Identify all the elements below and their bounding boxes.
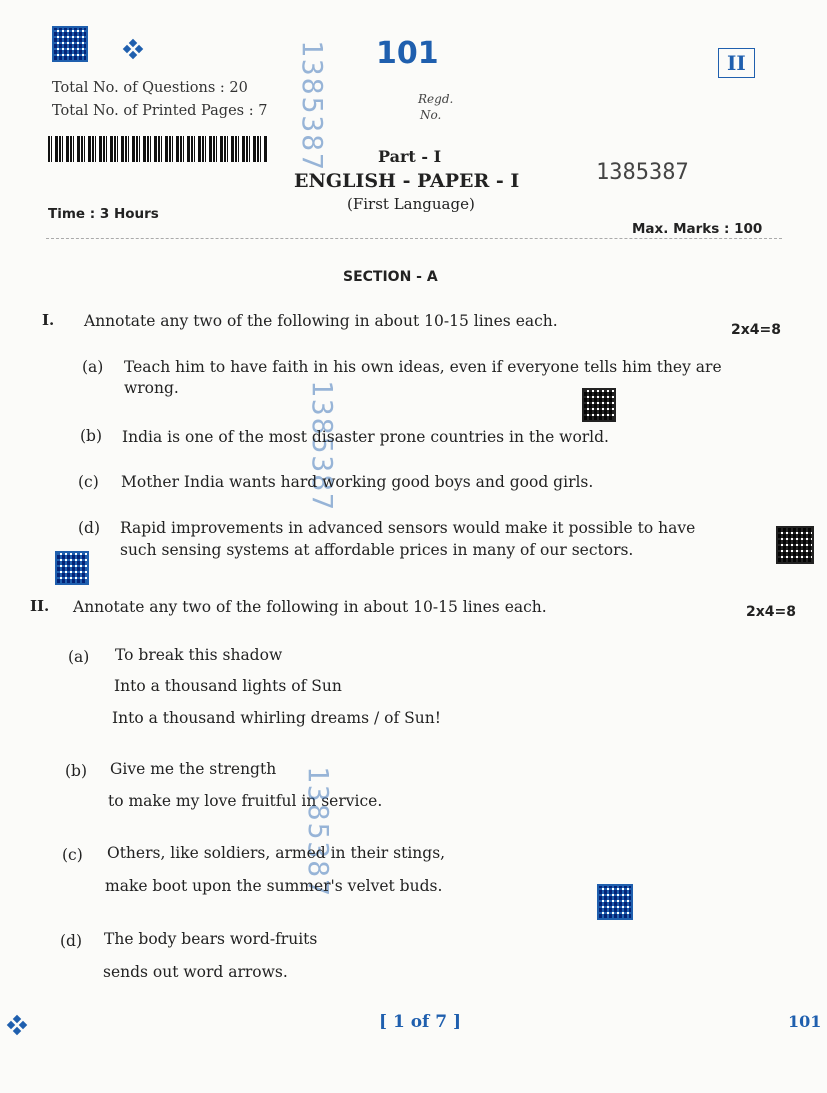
page-indicator: [ 1 of 7 ] [379,1012,462,1032]
item-label: (a) [82,358,104,376]
item-label: (c) [62,846,83,864]
item-text-continued: wrong. [124,379,179,397]
question-marks: 2x4=8 [731,322,781,338]
question-instruction: Annotate any two of the following in about 10-15 lines each. [73,598,547,616]
serial-number: 1385387 [596,160,689,185]
poem-line: Into a thousand lights of Sun [114,677,342,695]
poem-line: Into a thousand whirling dreams / of Sun! [112,709,441,727]
regd-label: Regd. [418,92,454,106]
poem-line: The body bears word-fruits [104,930,318,948]
item-label: (d) [60,932,83,950]
qr-code-mid [582,388,616,422]
part-label: Part - I [378,147,442,166]
poem-line: Others, like soldiers, armed in their stings, [107,844,446,862]
set-number-box: II [718,48,755,78]
qr-code-left [55,551,89,585]
section-title: SECTION - A [343,269,438,285]
item-label: (a) [68,648,90,666]
item-label: (c) [78,473,99,491]
question-number: I. [42,311,55,329]
item-label: (b) [65,762,88,780]
total-pages: Total No. of Printed Pages : 7 [52,103,268,119]
header-divider [46,238,782,239]
poem-line: sends out word arrows. [103,963,288,981]
item-text: Rapid improvements in advanced sensors would make it possible to have [120,519,696,537]
diamond-ornament-icon [8,1016,26,1034]
item-text: Mother India wants hard working good boys and good girls. [121,473,594,491]
qr-code-right [776,526,814,564]
poem-line: Give me the strength [110,760,277,778]
question-number: II. [30,597,50,615]
footer-code: 101 [788,1012,822,1031]
vertical-serial-bottom: 1385387 [302,766,335,899]
item-label: (b) [80,427,103,445]
item-text: Teach him to have faith in his own ideas, even if everyone tells him they are [124,358,722,376]
max-marks: Max. Marks : 100 [632,221,763,237]
question-instruction: Annotate any two of the following in about 10-15 lines each. [84,312,558,330]
qr-code-top-left [52,26,88,62]
total-questions: Total No. of Questions : 20 [52,80,248,96]
item-text: India is one of the most disaster prone countries in the world. [122,428,609,446]
item-text-continued: such sensing systems at affordable prices in many of our sectors. [120,541,634,559]
vertical-serial-top: 1385387 [296,40,329,173]
vertical-serial-mid: 1385387 [306,380,339,513]
diamond-ornament-icon [124,40,142,58]
paper-title: ENGLISH - PAPER - I [294,170,520,192]
qr-code-lower [597,884,633,920]
poem-line: To break this shadow [115,646,283,664]
paper-subtitle: (First Language) [347,195,475,213]
poem-line: to make my love fruitful in service. [108,792,383,810]
poem-line: make boot upon the summer's velvet buds. [105,877,443,895]
paper-code: 101 [376,36,439,71]
time-allowed: Time : 3 Hours [48,206,159,222]
question-marks: 2x4=8 [746,604,796,620]
regd-no-label: No. [420,108,442,122]
item-label: (d) [78,519,101,537]
barcode [48,136,268,162]
